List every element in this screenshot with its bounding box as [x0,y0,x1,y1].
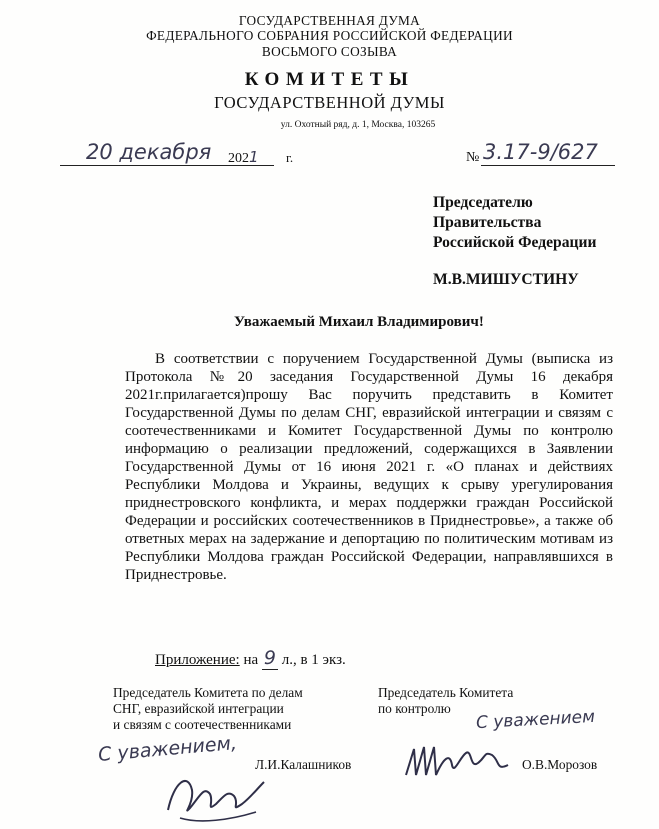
header-line-2: ФЕДЕРАЛЬНОГО СОБРАНИЯ РОССИЙСКОЙ ФЕДЕРАЦИИ [146,28,513,43]
body-text-block [125,350,613,584]
header-address: ул. Охотный ряд, д. 1, Москва, 103265 [280,120,436,130]
date-year: 2021 [228,148,259,166]
addressee-line-3: Российской Федерации [433,234,597,251]
header-line-3: ВОСЬМОГО СОЗЫВА [261,44,398,59]
signature-right-title-2: по контролю [378,701,451,716]
number-sign: № [466,150,480,165]
attachment-label: Приложение: [155,652,240,668]
signature-right-title-1: Председатель Комитета [378,685,514,700]
attachment-line [155,647,346,669]
attachment-suffix: л., в 1 экз. [281,652,346,668]
header-line-1: ГОСУДАРСТВЕННАЯ ДУМА [238,13,421,28]
signature-left-handwritten: С уважением, [97,731,238,767]
number-handwritten: 3.17-9/627 [483,140,598,164]
signature-right-name: О.В.Морозов [522,757,598,772]
signature-right-mark [400,735,520,785]
header-committees: КОМИТЕТЫ [244,69,415,90]
addressee-name: М.В.МИШУСТИНУ [433,271,579,288]
signature-left-mark [160,760,270,828]
body-paragraph: В соответствии с поручением Государственной Думы (выписка из Протокола №20 заседания Государственной Думы 16 декабря 2021г.прилагается)прошу Вас поручить представить в Комитет Государственной Думы по делам СНГ, евразийской интеграции и связям с соотечественниками и Комитет Государственной Думы по контролю информацию о реализации предложений, содержащихся в Заявлении Государственной Думы от 16 июня 2021 г. «О планах и действиях Республики Молдова и Украины, ведущих к срыву урегулирования приднестровского конфликта, и мерах поддержки граждан Российской Федерации и российских соотечественников в Приднестровье», а также об ответных мерах на задержание и депортацию по политическим мотивам из Республики Молдова граждан Российской Федерации, направлявшихся в Приднестровье. [125,351,613,583]
date-suffix: г. [286,150,294,165]
attachment-count: 9 [263,647,276,669]
number-underline [481,165,615,166]
addressee-line-1: Председателю [433,194,533,211]
addressee-line-2: Правительства [433,214,542,231]
signature-left-title-1: Председатель Комитета по делам [113,685,303,700]
signature-left-name: Л.И.Калашников [255,757,352,772]
date-handwritten: 20 декабря [86,140,212,164]
signature-left-title-3: и связям с соотечественниками [113,717,292,732]
attachment-prefix: на [243,652,259,668]
salutation: Уважаемый Михаил Владимирович! [234,314,484,330]
signature-right-handwritten: С уважением [475,706,596,734]
header-duma: ГОСУДАРСТВЕННОЙ ДУМЫ [214,93,445,112]
signature-left-title-2: СНГ, евразийской интеграции [113,701,284,716]
